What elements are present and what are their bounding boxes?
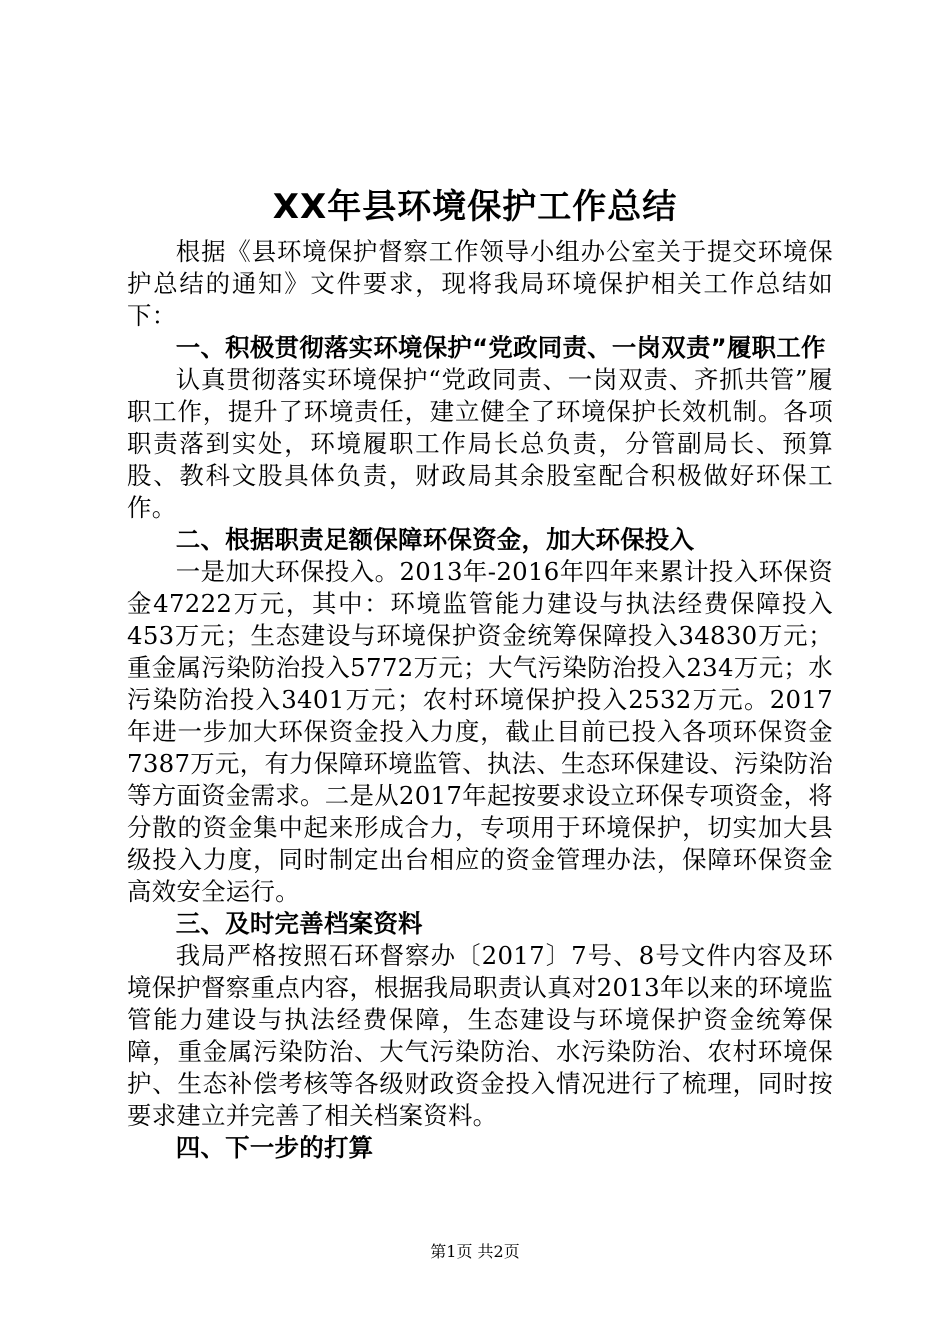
intro-paragraph: 根据《县环境保护督察工作领导小组办公室关于提交环境保护总结的通知》文件要求，现将我局环境保护相关工作总结如下：	[127, 237, 833, 330]
section-2-paragraph: 一是加大环保投入。2013年-2016年四年来累计投入环保资金47222万元，其中：环境监管能力建设与执法经费保障投入453万元；生态建设与环境保护资金统筹保障投入34830万元；重金属污染防治投入5772万元；大气污染防治投入234万元；水污染防治投入3401万元；农村环境保护投入2532万元。2017年进一步加大环保资金投入力度，截止目前已投入各项环保资金7387万元，有力保障环境监管、执法、生态环保建设、污染防治等方面资金需求。二是从2017年起按要求设立环保专项资金，将分散的资金集中起来形成合力，专项用于环境保护，切实加大县级投入力度，同时制定出台相应的资金管理办法，保障环保资金高效安全运行。	[127, 557, 833, 906]
section-2-heading: 二、根据职责足额保障环保资金，加大环保投入	[175, 525, 695, 554]
section-3-heading: 三、及时完善档案资料	[175, 909, 423, 938]
section-4-heading: 四、下一步的打算	[175, 1133, 374, 1162]
document-title: XX年县环境保护工作总结	[272, 187, 678, 227]
page-footer: 第1页 共2页	[430, 1242, 520, 1261]
section-3-paragraph: 我局严格按照石环督察办〔2017〕7号、8号文件内容及环境保护督察重点内容，根据我局职责认真对2013年以来的环境监管能力建设与执法经费保障，生态建设与环境保护资金统筹保障，重金属污染防治、大气污染防治、水污染防治、农村环境保护、生态补偿考核等各级财政资金投入情况进行了梳理，同时按要求建立并完善了相关档案资料。	[127, 941, 833, 1130]
section-1-heading: 一、积极贯彻落实环境保护“党政同责、一岗双责”履职工作	[175, 333, 826, 362]
document-body	[127, 236, 833, 1164]
section-1-paragraph: 认真贯彻落实环境保护“党政同责、一岗双责、齐抓共管”履职工作，提升了环境责任，建立健全了环境保护长效机制。各项职责落到实处，环境履职工作局长总负责，分管副局长、预算股、教科文股具体负责，财政局其余股室配合积极做好环保工作。	[127, 365, 833, 522]
